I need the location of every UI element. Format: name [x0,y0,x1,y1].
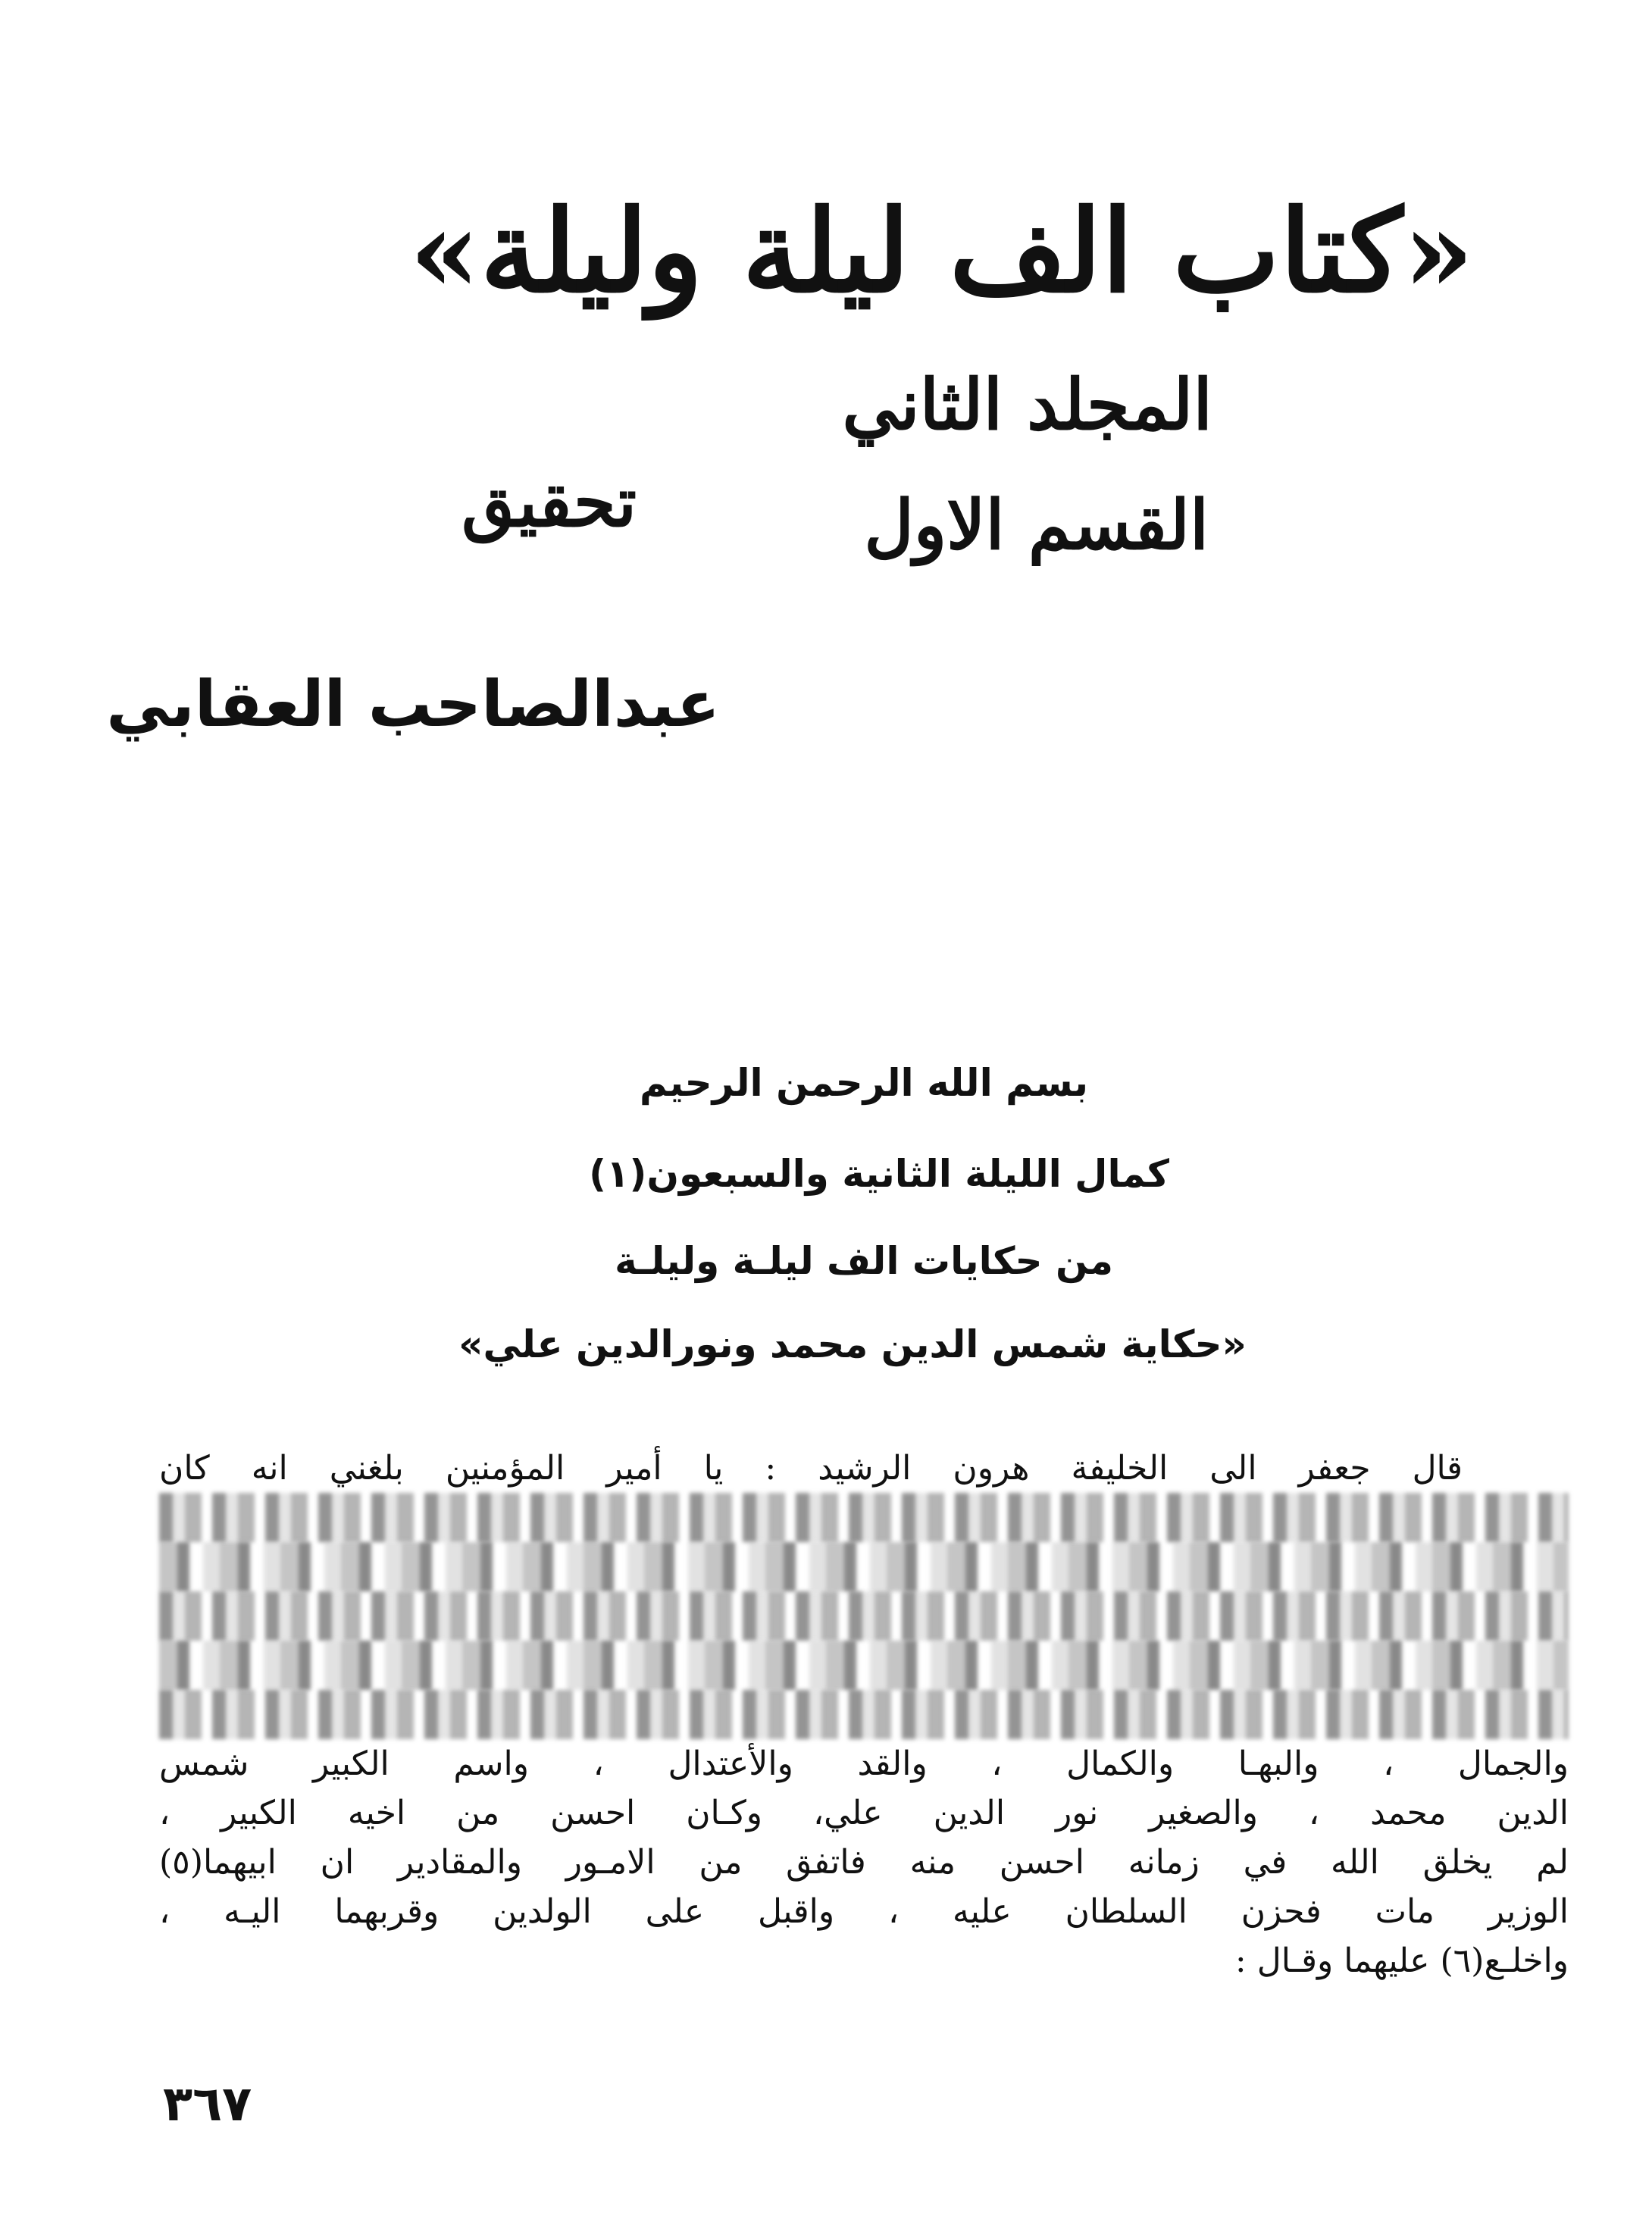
book-title: «كتاب الف ليلة وليلة» [409,185,1474,318]
body-line: الوزير مات فحزن السلطان عليه ، واقبل على الولدين وقربهما اليـه ، [159,1892,1569,1931]
obscured-text-line [159,1542,1569,1591]
body-line: لم يخلق الله في زمانه احسن منه فاتفق من الامـور والمقادير ان ابيهما(٥) [159,1843,1569,1882]
editor-name: عبدالصاحب العقابي [106,667,720,741]
body-line: الدين محمد ، والصغير نور الدين علي، وكـان احسن من اخيه الكبير ، [159,1794,1569,1832]
volume-label: المجلد الثاني [842,364,1212,446]
tale-title: «حكاية شمس الدين محمد ونورالدين علي» [458,1322,1247,1366]
obscured-text-line [159,1493,1569,1542]
body-line: قال جعفر الى الخليفة هرون الرشيد : يا أمير المؤمنين بلغني انه كان [159,1449,1463,1488]
body-line: والجمال ، والبهـا والكمال ، والقد والأعتدال ، واسم الكبير شمس [159,1744,1569,1783]
obscured-text-line [159,1690,1569,1739]
collection-heading: من حكايات الف ليلـة وليلـة [615,1239,1113,1283]
part-label: القسم الاول [864,485,1209,565]
basmala-heading: بسم الله الرحمن الرحيم [640,1061,1088,1105]
night-heading: كمال الليلة الثانية والسبعون(١) [589,1152,1169,1196]
obscured-text-line [159,1591,1569,1641]
body-text [159,1444,1569,1985]
obscured-text-line [159,1641,1569,1690]
verification-label: تحقيق [461,462,637,543]
page-number: ٣٦٧ [163,2076,252,2132]
body-line: واخلـع(٦) عليهما وقـال : [1234,1941,1569,1980]
